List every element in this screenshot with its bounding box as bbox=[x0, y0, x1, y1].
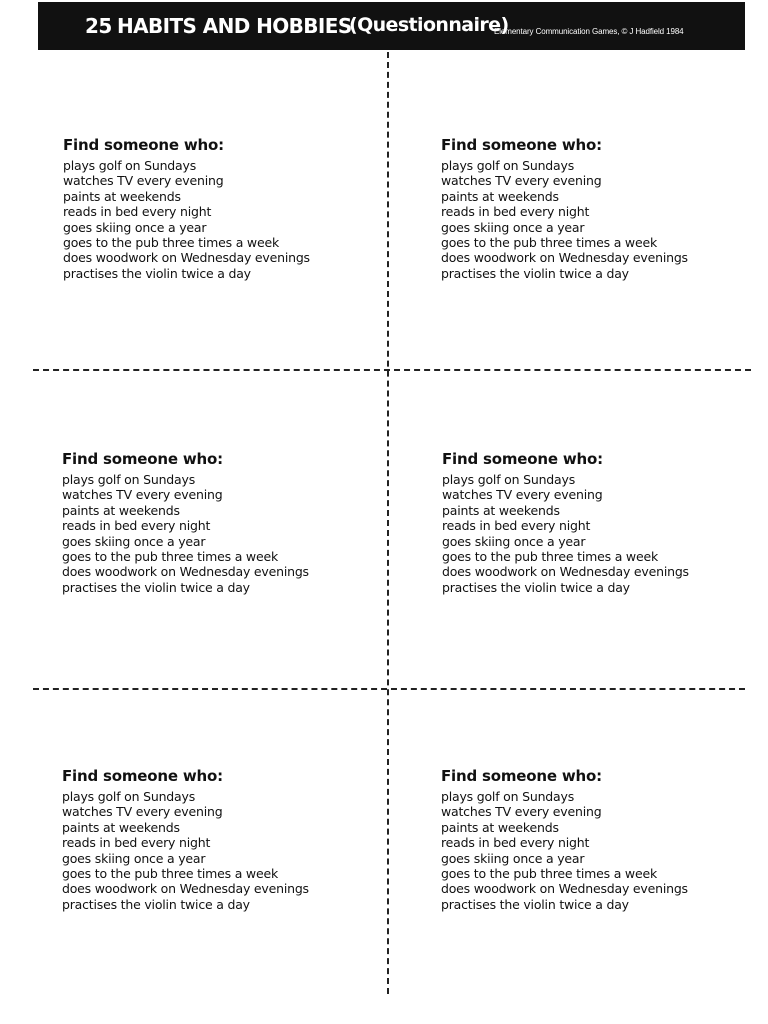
questionnaire-card-4 bbox=[442, 450, 762, 595]
list-item: goes skiing once a year bbox=[441, 219, 585, 235]
card-list bbox=[62, 472, 382, 595]
horizontal-cut-line-1 bbox=[33, 369, 751, 371]
list-item: practises the violin twice a day bbox=[442, 579, 630, 595]
list-item: plays golf on Sundays bbox=[441, 789, 575, 804]
list-item: watches TV every evening bbox=[441, 804, 602, 820]
card-list bbox=[63, 158, 383, 281]
card-title: Find someone who: bbox=[62, 767, 223, 785]
card-title: Find someone who: bbox=[441, 767, 602, 785]
list-item: reads in bed every night bbox=[62, 518, 211, 534]
card-list bbox=[441, 158, 761, 281]
list-item: reads in bed every night bbox=[442, 518, 591, 534]
list-item: does woodwork on Wednesday evenings bbox=[62, 564, 309, 580]
list-item: plays golf on Sundays bbox=[62, 472, 196, 487]
list-item: practises the violin twice a day bbox=[441, 265, 629, 281]
list-item: does woodwork on Wednesday evenings bbox=[441, 881, 688, 897]
card-list bbox=[441, 789, 761, 912]
list-item: paints at weekends bbox=[62, 502, 180, 518]
list-item: watches TV every evening bbox=[442, 487, 603, 503]
list-item: paints at weekends bbox=[62, 819, 180, 835]
list-item: goes skiing once a year bbox=[62, 850, 206, 866]
list-item: paints at weekends bbox=[63, 188, 181, 204]
list-item: paints at weekends bbox=[442, 502, 560, 518]
list-item: goes to the pub three times a week bbox=[63, 235, 279, 251]
list-item: watches TV every evening bbox=[62, 487, 223, 503]
list-item: plays golf on Sundays bbox=[441, 158, 575, 173]
card-list bbox=[62, 789, 382, 912]
list-item: goes to the pub three times a week bbox=[441, 235, 657, 251]
card-title: Find someone who: bbox=[442, 450, 603, 468]
questionnaire-card-1 bbox=[63, 136, 383, 281]
list-item: goes to the pub three times a week bbox=[62, 866, 278, 882]
vertical-cut-line bbox=[387, 52, 389, 994]
card-title: Find someone who: bbox=[62, 450, 223, 468]
copyright-credit: Elementary Communication Games, © J Hadfield 1984 bbox=[494, 27, 684, 36]
list-item: goes to the pub three times a week bbox=[442, 549, 658, 565]
card-title: Find someone who: bbox=[63, 136, 224, 154]
list-item: practises the violin twice a day bbox=[62, 579, 250, 595]
list-item: goes skiing once a year bbox=[441, 850, 585, 866]
activity-title: HABITS AND HOBBIES bbox=[117, 14, 352, 38]
list-item: goes skiing once a year bbox=[442, 533, 586, 549]
list-item: does woodwork on Wednesday evenings bbox=[441, 250, 688, 266]
questionnaire-card-5 bbox=[62, 767, 382, 912]
card-list bbox=[442, 472, 762, 595]
list-item: does woodwork on Wednesday evenings bbox=[62, 881, 309, 897]
list-item: practises the violin twice a day bbox=[441, 896, 629, 912]
list-item: plays golf on Sundays bbox=[63, 158, 197, 173]
list-item: watches TV every evening bbox=[62, 804, 223, 820]
list-item: plays golf on Sundays bbox=[62, 789, 196, 804]
list-item: practises the violin twice a day bbox=[62, 896, 250, 912]
list-item: goes to the pub three times a week bbox=[441, 866, 657, 882]
list-item: paints at weekends bbox=[441, 188, 559, 204]
questionnaire-card-2 bbox=[441, 136, 761, 281]
list-item: plays golf on Sundays bbox=[442, 472, 576, 487]
list-item: does woodwork on Wednesday evenings bbox=[442, 564, 689, 580]
list-item: reads in bed every night bbox=[441, 835, 590, 851]
list-item: watches TV every evening bbox=[63, 173, 224, 189]
questionnaire-card-6 bbox=[441, 767, 761, 912]
list-item: reads in bed every night bbox=[63, 204, 212, 220]
questionnaire-card-3 bbox=[62, 450, 382, 595]
page-header bbox=[38, 2, 745, 50]
list-item: reads in bed every night bbox=[441, 204, 590, 220]
horizontal-cut-line-2 bbox=[33, 688, 745, 690]
list-item: goes skiing once a year bbox=[63, 219, 207, 235]
list-item: reads in bed every night bbox=[62, 835, 211, 851]
activity-subtitle: (Questionnaire) bbox=[349, 14, 509, 36]
list-item: watches TV every evening bbox=[441, 173, 602, 189]
list-item: goes skiing once a year bbox=[62, 533, 206, 549]
list-item: practises the violin twice a day bbox=[63, 265, 251, 281]
card-title: Find someone who: bbox=[441, 136, 602, 154]
list-item: goes to the pub three times a week bbox=[62, 549, 278, 565]
list-item: paints at weekends bbox=[441, 819, 559, 835]
activity-number: 25 bbox=[85, 14, 112, 38]
list-item: does woodwork on Wednesday evenings bbox=[63, 250, 310, 266]
